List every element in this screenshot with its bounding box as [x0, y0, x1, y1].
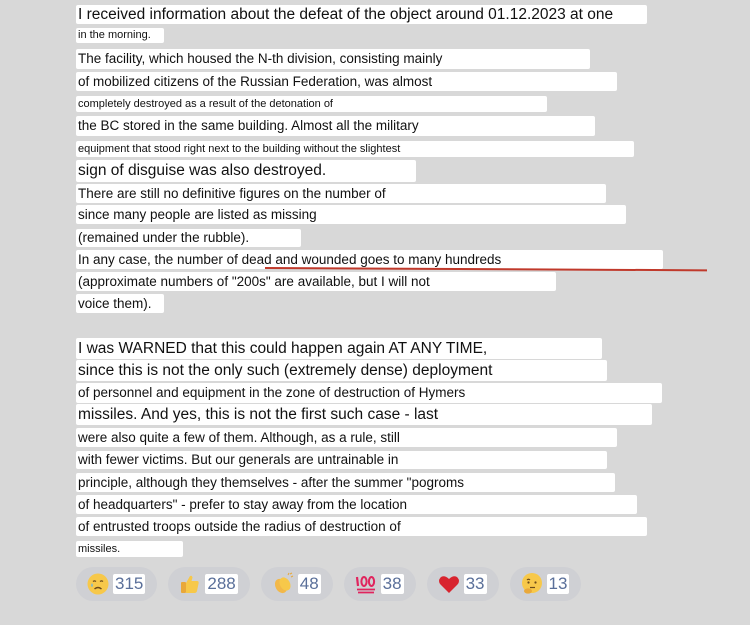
reaction-count: 288 [207, 574, 236, 593]
message-line: missiles. [76, 541, 183, 557]
message-line: principle, although they themselves - after the summer "pogroms [76, 473, 615, 492]
message-line: completely destroyed as a result of the detonation of [76, 96, 547, 112]
message-line: in the morning. [76, 28, 164, 43]
message-line: In any case, the number of dead and wounded goes to many hundreds [76, 250, 663, 269]
thumbs-up-icon [178, 572, 202, 596]
message-line: (remained under the rubble). [76, 229, 301, 247]
message-line: since this is not the only such (extremely dense) deployment [76, 360, 607, 381]
reaction-crying[interactable] [76, 567, 157, 601]
reactions-bar [76, 567, 581, 601]
message-line: There are still no definitive figures on the number of [76, 184, 606, 203]
reaction-count: 315 [115, 574, 144, 593]
reaction-heart[interactable] [427, 567, 499, 601]
hundred-points-icon [354, 572, 378, 596]
message-line: (approximate numbers of "200s" are available, but I will not [76, 272, 556, 291]
clapping-hands-icon [271, 572, 295, 596]
crying-face-icon [86, 572, 110, 596]
message-line: I was WARNED that this could happen again AT ANY TIME, [76, 338, 602, 359]
message-line: of headquarters" - prefer to stay away from the location [76, 495, 637, 514]
reaction-clap[interactable] [261, 567, 333, 601]
message-line: of entrusted troops outside the radius of destruction of [76, 517, 647, 536]
message-line: I received information about the defeat of the object around 01.12.2023 at one [76, 5, 647, 24]
message-line: voice them). [76, 294, 164, 313]
thinking-face-icon [520, 572, 544, 596]
message-line: equipment that stood right next to the building without the slightest [76, 141, 634, 157]
message-line: since many people are listed as missing [76, 205, 626, 224]
message-line: missiles. And yes, this is not the first such case - last [76, 404, 652, 425]
reaction-count: 38 [382, 574, 402, 593]
reaction-thumbs-up[interactable] [168, 567, 249, 601]
message-line: of mobilized citizens of the Russian Federation, was almost [76, 72, 617, 91]
message-line: of personnel and equipment in the zone of destruction of Hymers [76, 383, 662, 403]
message-line: The facility, which housed the N-th division, consisting mainly [76, 49, 590, 69]
red-heart-icon [437, 572, 461, 596]
reaction-hundred[interactable] [344, 567, 416, 601]
message-line: were also quite a few of them. Although, as a rule, still [76, 428, 617, 447]
message-line: with fewer victims. But our generals are untrainable in [76, 451, 607, 469]
reaction-count: 48 [299, 574, 319, 593]
message-line: the BC stored in the same building. Almost all the military [76, 116, 595, 136]
reaction-count: 13 [548, 574, 568, 593]
reaction-thinking[interactable] [510, 567, 582, 601]
reaction-count: 33 [465, 574, 485, 593]
message-line: sign of disguise was also destroyed. [76, 160, 416, 182]
